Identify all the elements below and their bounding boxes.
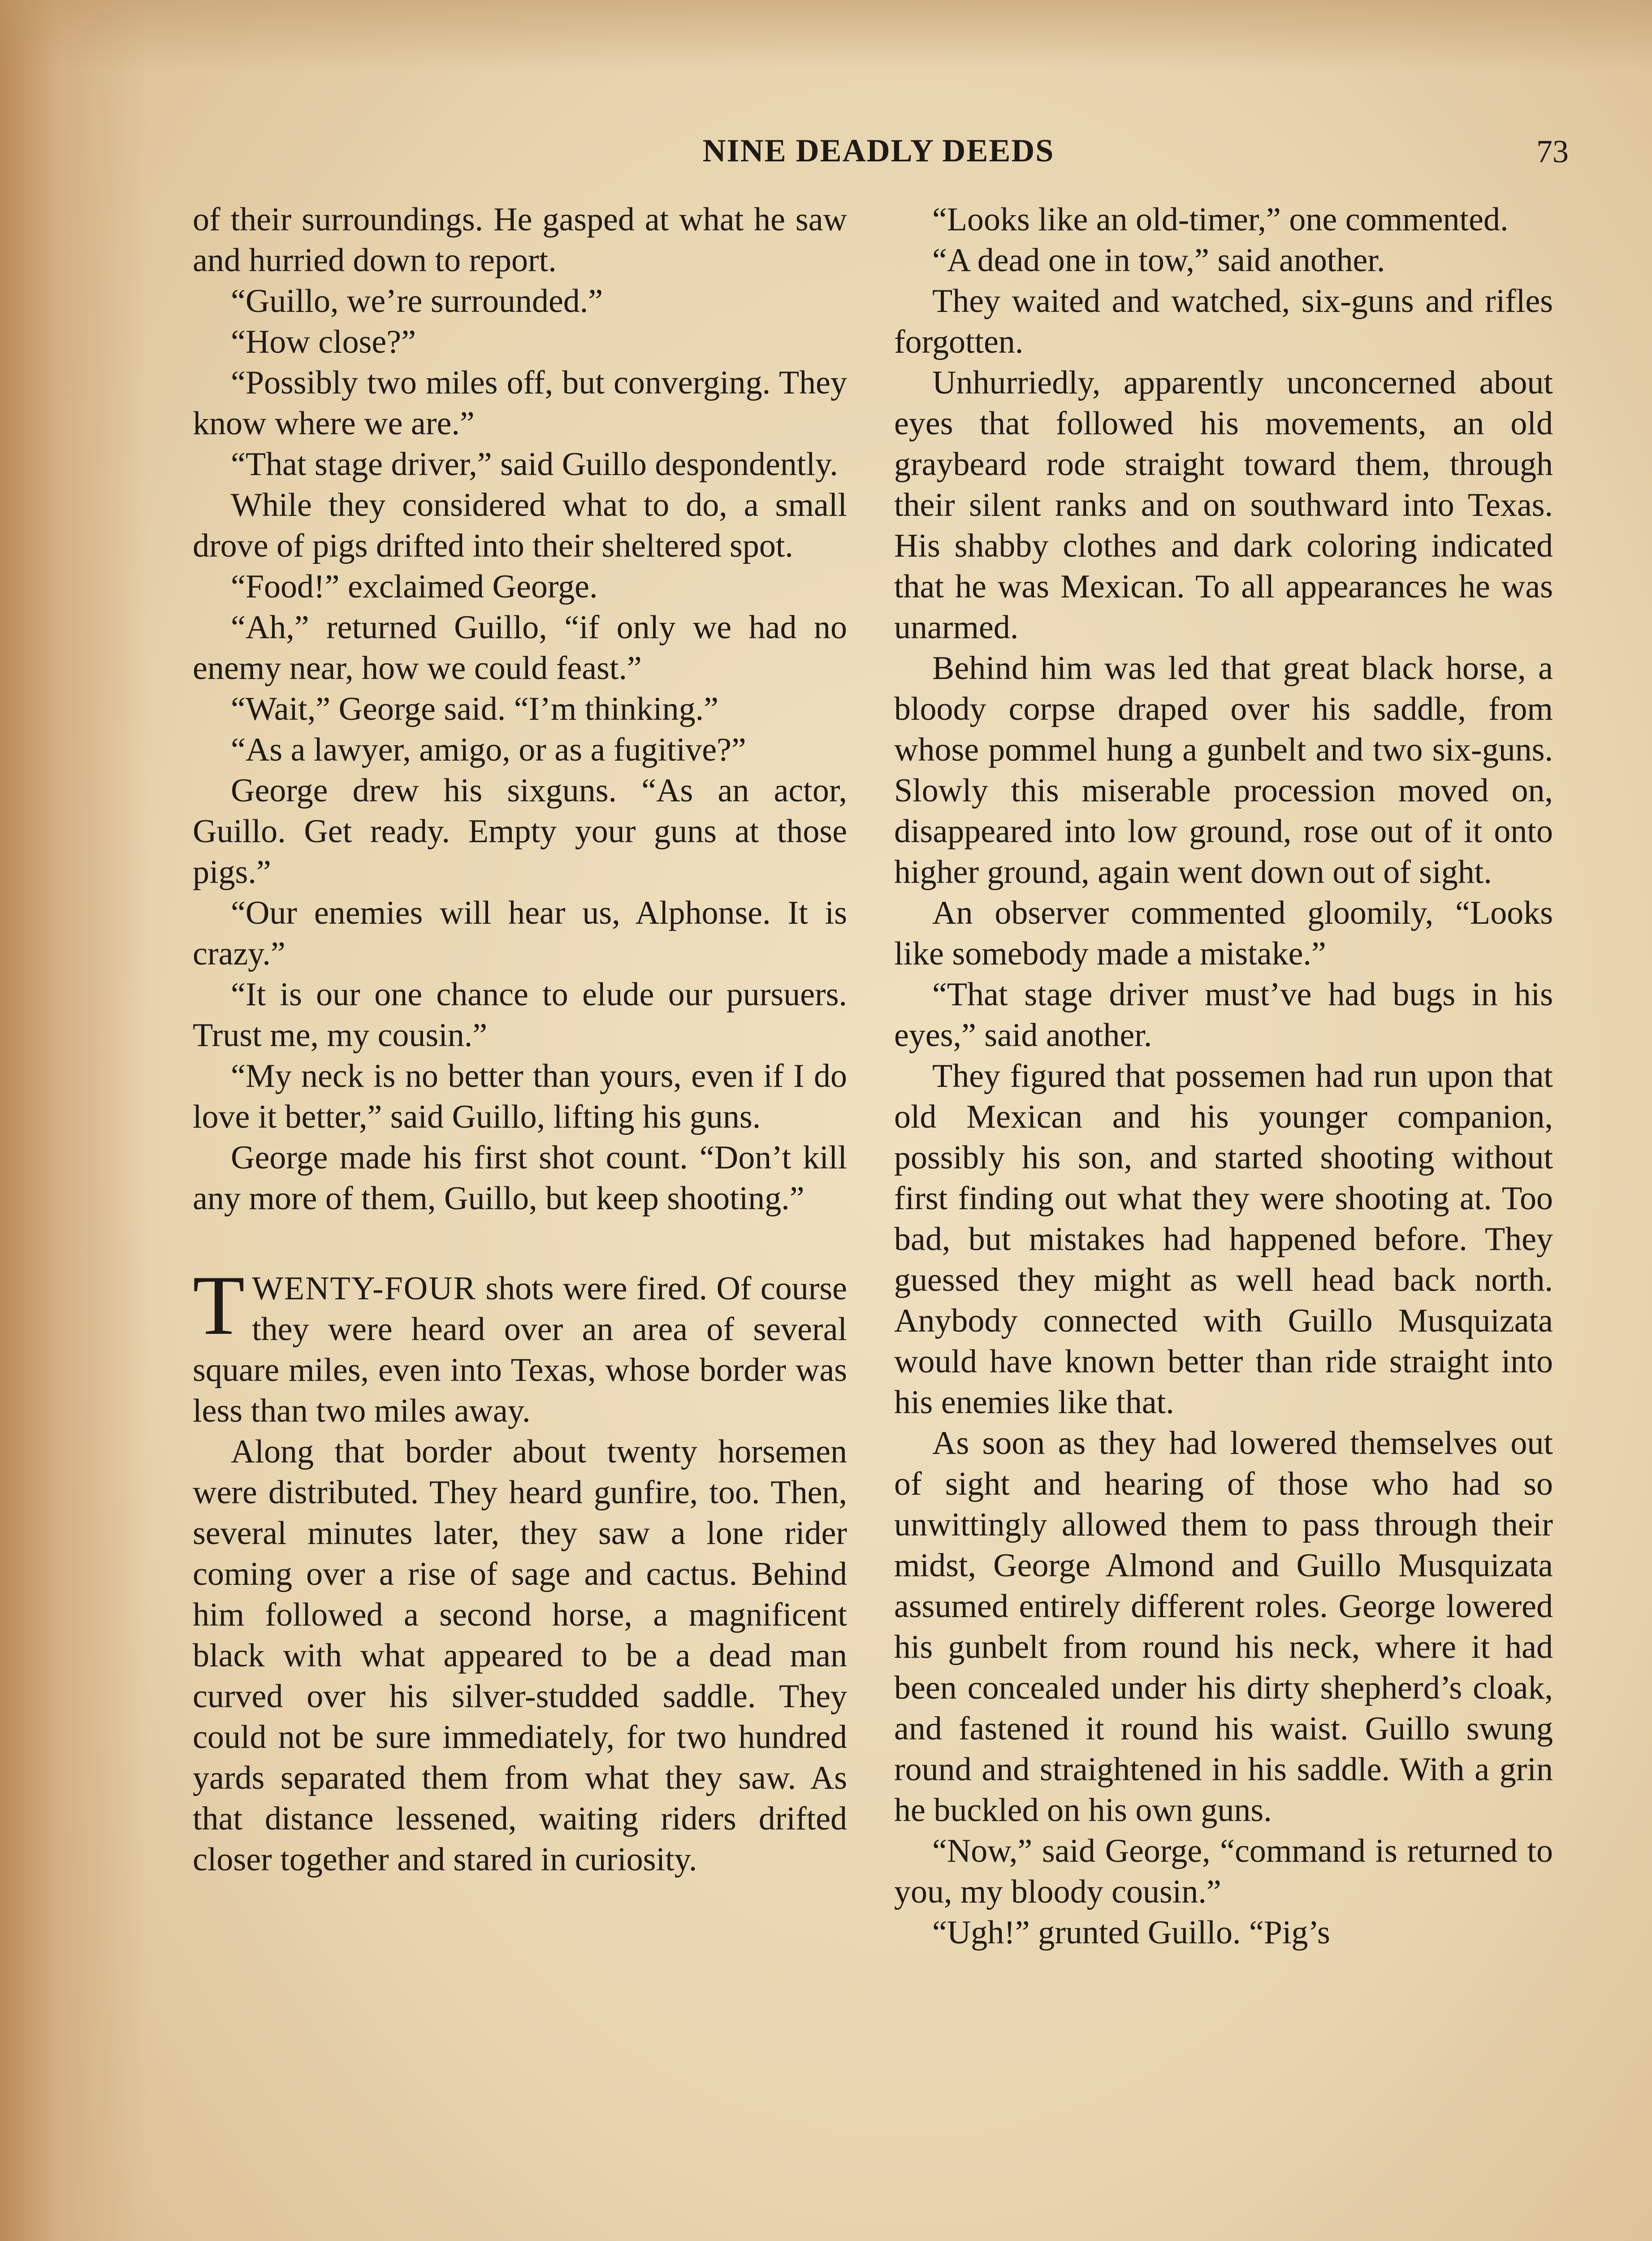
section-opening-paragraph (193, 1259, 847, 1432)
paragraph: Behind him was led that great black horse, a bloody corpse draped over his saddle, from whose pommel hung a gunbelt and two six-guns. Slowly this miserable procession moved on, disappeared into low ground, rose out of it onto higher ground, again went down out of sight. (894, 650, 1553, 891)
paragraph: “Ah,” returned Guillo, “if only we had no enemy near, how we could feast.” (193, 609, 847, 687)
page-header (188, 132, 1569, 182)
paragraph: “A dead one in tow,” said another. (932, 242, 1385, 279)
paragraph: of their surroundings. He gasped at what he saw and hurried down to report. (193, 201, 847, 279)
paragraph: “Guillo, we’re surrounded.” (231, 283, 603, 320)
paragraph: Along that border about twenty horsemen were distributed. They heard gunfire, too. Then, several minutes later, they saw a lone rider coming over a rise of sage and cactus. Behind him followed a second horse, a magnificent black with what appeared to be a dead man curved over his silver-studded saddle. They could not be sure immediately, for two hundred yards separated them from what they saw. As that distance lessened, waiting riders drifted closer together and stared in curiosity. (193, 1433, 847, 1878)
paragraph: Unhurriedly, apparently unconcerned about eyes that followed his movements, an old graybeard rode straight toward them, through their silent ranks and on southward into Texas. His shabby clothes and dark coloring indicated that he was Mexican. To all appearances he was unarmed. (894, 364, 1553, 646)
paragraph: They figured that possemen had run upon that old Mexican and his younger companion, possibly his son, and started shooting without first finding out what they were shooting at. Too bad, but mistakes had happened before. They guessed they might as well head back north. Anybody connected with Guillo Musquizata would have known better than ride straight into his enemies like that. (894, 1058, 1553, 1421)
paragraph: “My neck is no better than yours, even if I do love it better,” said Guillo, lifting his guns. (193, 1058, 847, 1135)
paragraph: “It is our one chance to elude our pursuers. Trust me, my cousin.” (193, 976, 847, 1054)
paragraph: “That stage driver must’ve had bugs in his eyes,” said another. (894, 976, 1553, 1054)
paragraph: They waited and watched, six-guns and rifles forgotten. (894, 283, 1553, 360)
paragraph: As soon as they had lowered themselves out of sight and hearing of those who had so unwittingly allowed them to pass through their midst, George Almond and Guillo Musquizata assumed entirely different roles. George lowered his gunbelt from round his neck, where it had been concealed under his dirty shepherd’s cloak, and fastened it round his waist. Guillo swung round and straightened in his saddle. With a grin he buckled on his own guns. (894, 1425, 1553, 1829)
paragraph: “Possibly two miles off, but converging. They know where we are.” (193, 364, 847, 442)
binding-shadow (0, 0, 148, 2241)
paragraph: “That stage driver,” said Guillo despondently. (231, 446, 838, 483)
paragraph: “How close?” (231, 324, 416, 360)
paragraph: “Looks like an old-timer,” one commented. (932, 201, 1509, 238)
running-title: NINE DEADLY DEEDS (702, 133, 1055, 169)
section-opening-text: shots were fired. Of course they were heard over an area of several square miles, even into Texas, whose border was less than two miles away. (193, 1270, 847, 1429)
paragraph: “Wait,” George said. “I’m thinking.” (231, 691, 718, 727)
drop-cap: T (193, 1259, 245, 1353)
paragraph: An observer commented gloomily, “Looks like somebody made a mistake.” (894, 895, 1553, 972)
paragraph: George made his first shot count. “Don’t kill any more of them, Guillo, but keep shooting.” (193, 1139, 847, 1217)
paragraph: George drew his sixguns. “As an actor, Guillo. Get ready. Empty your guns at those pigs.” (193, 772, 847, 891)
paragraph: “Our enemies will hear us, Alphonse. It is crazy.” (193, 895, 847, 972)
page-number: 73 (1536, 134, 1569, 169)
paragraph: “Ugh!” grunted Guillo. “Pig’s (932, 1914, 1330, 1951)
left-column (193, 199, 847, 1880)
section-break (193, 1219, 847, 1268)
top-edge-shadow (0, 0, 1652, 72)
paragraph: “Now,” said George, “command is returned to you, my bloody cousin.” (894, 1833, 1553, 1910)
paragraph: “Food!” exclaimed George. (231, 568, 598, 605)
paragraph: “As a lawyer, amigo, or as a fugitive?” (231, 731, 746, 768)
section-lead-word: WENTY-FOUR (252, 1270, 477, 1307)
right-column (894, 199, 1553, 1953)
paragraph: While they considered what to do, a small drove of pigs drifted into their sheltered spot. (193, 487, 847, 564)
